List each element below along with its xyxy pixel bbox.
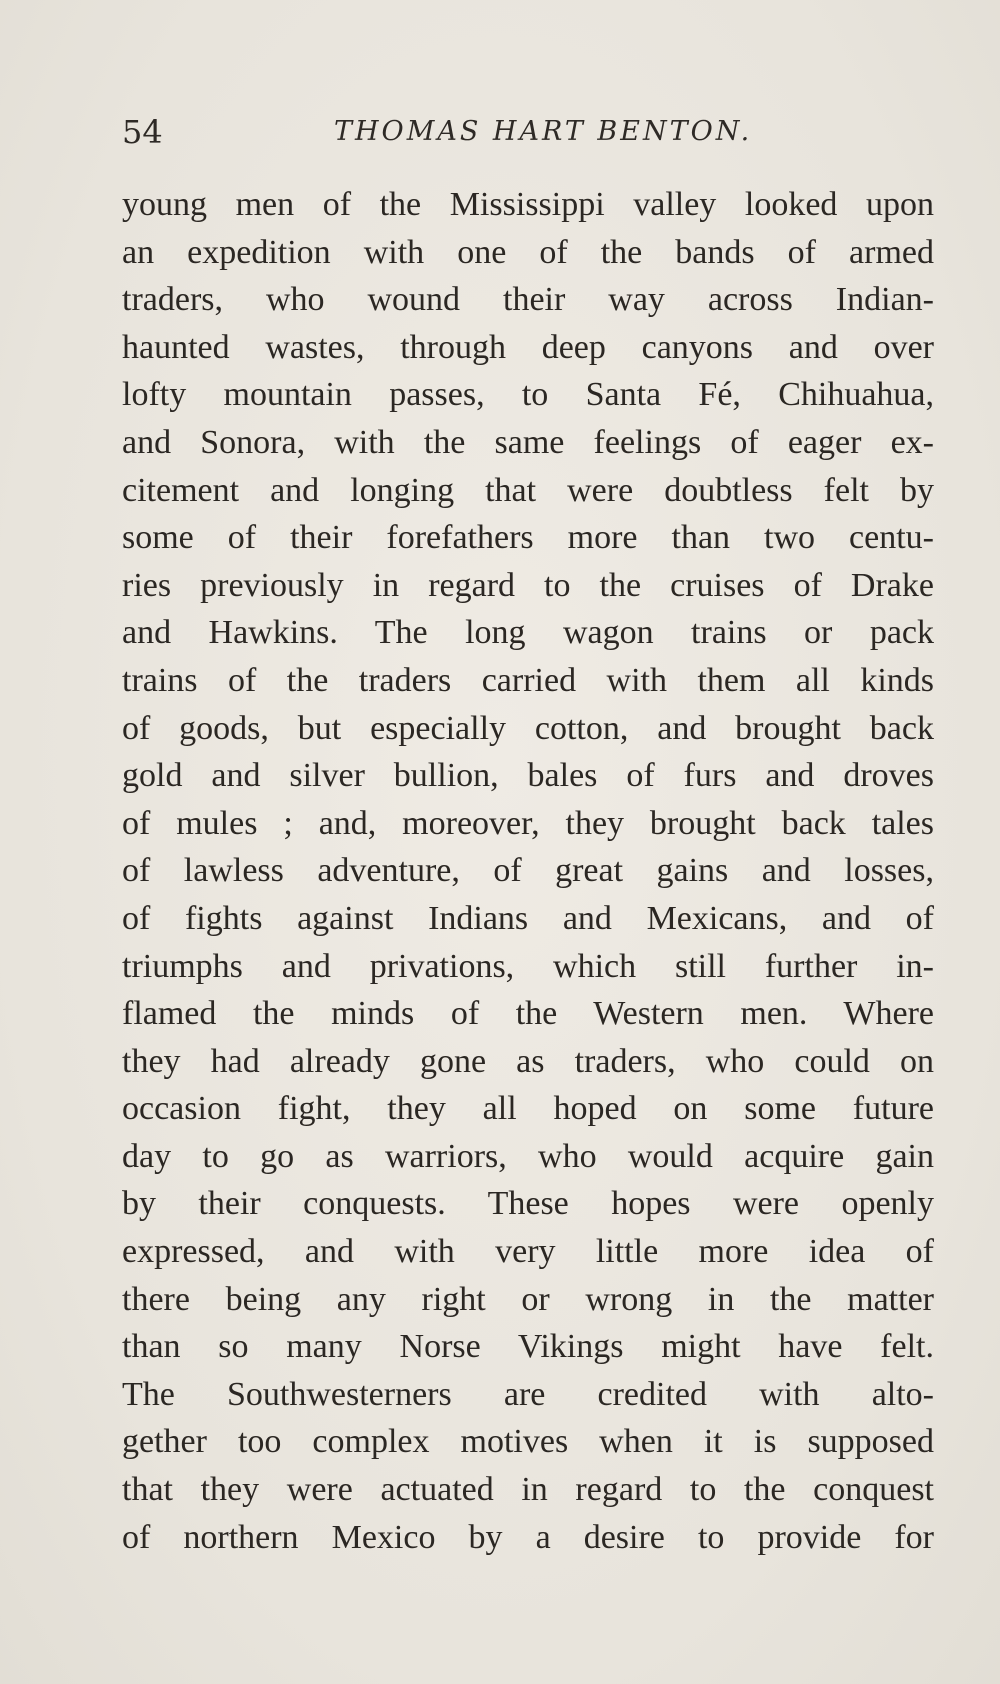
text-line: triumphs and privations, which still further in-	[122, 947, 934, 985]
text-line: flamed the minds of the Western men. Where	[122, 995, 934, 1033]
text-line: an expedition with one of the bands of armed	[122, 233, 934, 271]
text-line: gold and silver bullion, bales of furs and droves	[122, 757, 934, 795]
text-line: of lawless adventure, of great gains and losses,	[122, 852, 934, 890]
text-line: there being any right or wrong in the matter	[122, 1280, 934, 1318]
text-line: and Sonora, with the same feelings of eager ex-	[122, 423, 934, 461]
text-line: by their conquests. These hopes were openly	[122, 1185, 934, 1223]
text-line: citement and longing that were doubtless felt by	[122, 471, 934, 509]
text-line: occasion fight, they all hoped on some future	[122, 1090, 934, 1128]
text-line: of goods, but especially cotton, and brought back	[122, 709, 934, 747]
text-line: trains of the traders carried with them all kinds	[122, 661, 934, 699]
page-header	[122, 106, 932, 158]
text-line: haunted wastes, through deep canyons and over	[122, 328, 934, 366]
text-line: of fights against Indians and Mexicans, and of	[122, 899, 934, 937]
running-head: THOMAS HART BENTON.	[334, 116, 753, 147]
text-line: than so many Norse Vikings might have felt.	[122, 1328, 934, 1366]
text-line: of northern Mexico by a desire to provide for	[122, 1518, 934, 1556]
text-line: ries previously in regard to the cruises of Drake	[122, 566, 934, 604]
text-line: young men of the Mississippi valley looked upon	[122, 186, 934, 223]
text-line: gether too complex motives when it is supposed	[122, 1423, 934, 1461]
page-number: 54	[122, 113, 163, 151]
text-line: traders, who wound their way across Indian-	[122, 281, 934, 319]
text-line: The Southwesterners are credited with alto-	[122, 1375, 934, 1413]
text-line: expressed, and with very little more idea of	[122, 1233, 934, 1271]
text-line: some of their forefathers more than two centu-	[122, 519, 934, 557]
text-line: of mules ; and, moreover, they brought back tales	[122, 804, 934, 842]
text-line: they had already gone as traders, who could on	[122, 1042, 934, 1080]
text-line: and Hawkins. The long wagon trains or pack	[122, 614, 934, 652]
text-line: that they were actuated in regard to the conquest	[122, 1471, 934, 1509]
text-line: day to go as warriors, who would acquire gain	[122, 1137, 934, 1175]
body-text	[122, 181, 934, 1561]
text-line: lofty mountain passes, to Santa Fé, Chihuahua,	[122, 376, 934, 414]
